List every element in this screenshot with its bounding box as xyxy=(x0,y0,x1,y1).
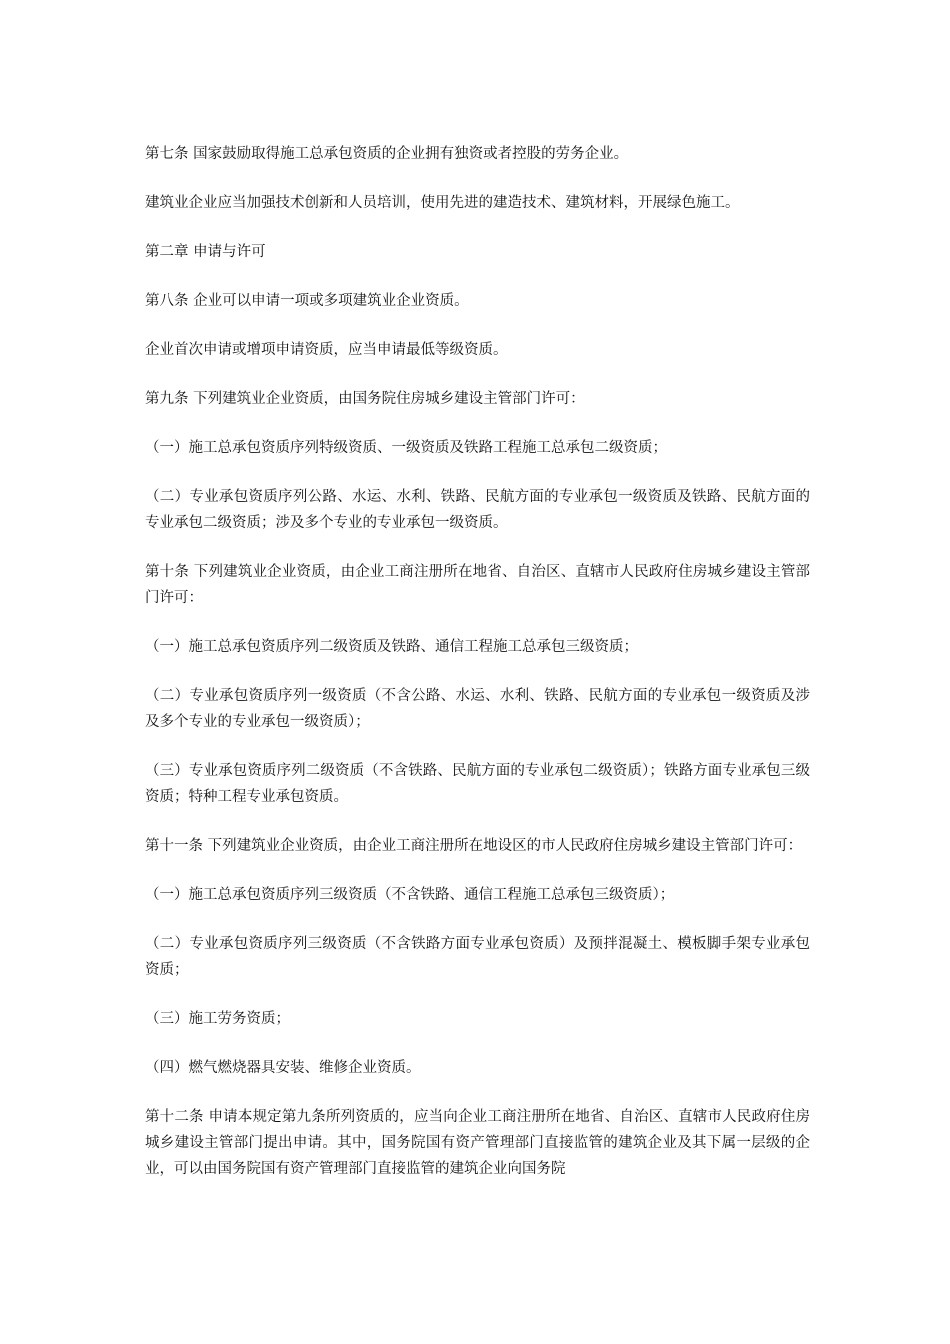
document-body xyxy=(145,141,810,1205)
list-item: （四）燃气燃烧器具安装、维修企业资质。 xyxy=(145,1060,421,1076)
article-7-paragraph: 第七条 国家鼓励取得施工总承包资质的企业拥有独资或者控股的劳务企业。 xyxy=(145,146,629,162)
list-item: （一）施工总承包资质序列二级资质及铁路、通信工程施工总承包三级资质； xyxy=(145,639,638,655)
list-item: （一）施工总承包资质序列特级资质、一级资质及铁路工程施工总承包二级资质； xyxy=(145,440,667,456)
paragraph: 建筑业企业应当加强技术创新和人员培训，使用先进的建造技术、建筑材料，开展绿色施工。 xyxy=(145,195,740,211)
article-10-paragraph: 第十条 下列建筑业企业资质，由企业工商注册所在地省、自治区、直辖市人民政府住房城乡建设主管部门许可： xyxy=(145,564,810,606)
list-item: （三）施工劳务资质； xyxy=(145,1011,290,1027)
list-item: （三）专业承包资质序列二级资质（不含铁路、民航方面的专业承包二级资质）；铁路方面专业承包三级资质；特种工程专业承包资质。 xyxy=(145,763,810,805)
list-item: （二）专业承包资质序列一级资质（不含公路、水运、水利、铁路、民航方面的专业承包一级资质及涉及多个专业的专业承包一级资质）； xyxy=(145,688,810,730)
article-11-paragraph: 第十一条 下列建筑业企业资质，由企业工商注册所在地设区的市人民政府住房城乡建设主管部门许可： xyxy=(145,838,803,854)
paragraph: 企业首次申请或增项申请资质，应当申请最低等级资质。 xyxy=(145,342,508,358)
article-8-paragraph: 第八条 企业可以申请一项或多项建筑业企业资质。 xyxy=(145,293,469,309)
article-9-paragraph: 第九条 下列建筑业企业资质，由国务院住房城乡建设主管部门许可： xyxy=(145,391,585,407)
article-12-paragraph: 第十二条 申请本规定第九条所列资质的，应当向企业工商注册所在地省、自治区、直辖市人民政府住房城乡建设主管部门提出申请。其中，国务院国有资产管理部门直接监管的建筑企业及其下属一层级的企业，可以由国务院国有资产管理部门直接监管的建筑企业向国务院 xyxy=(145,1109,810,1177)
list-item: （一）施工总承包资质序列三级资质（不含铁路、通信工程施工总承包三级资质）； xyxy=(145,887,675,903)
list-item: （二）专业承包资质序列三级资质（不含铁路方面专业承包资质）及预拌混凝土、模板脚手架专业承包资质； xyxy=(145,936,810,978)
chapter-2-heading: 第二章 申请与许可 xyxy=(145,244,266,260)
list-item: （二）专业承包资质序列公路、水运、水利、铁路、民航方面的专业承包一级资质及铁路、民航方面的专业承包二级资质；涉及多个专业的专业承包一级资质。 xyxy=(145,489,810,531)
